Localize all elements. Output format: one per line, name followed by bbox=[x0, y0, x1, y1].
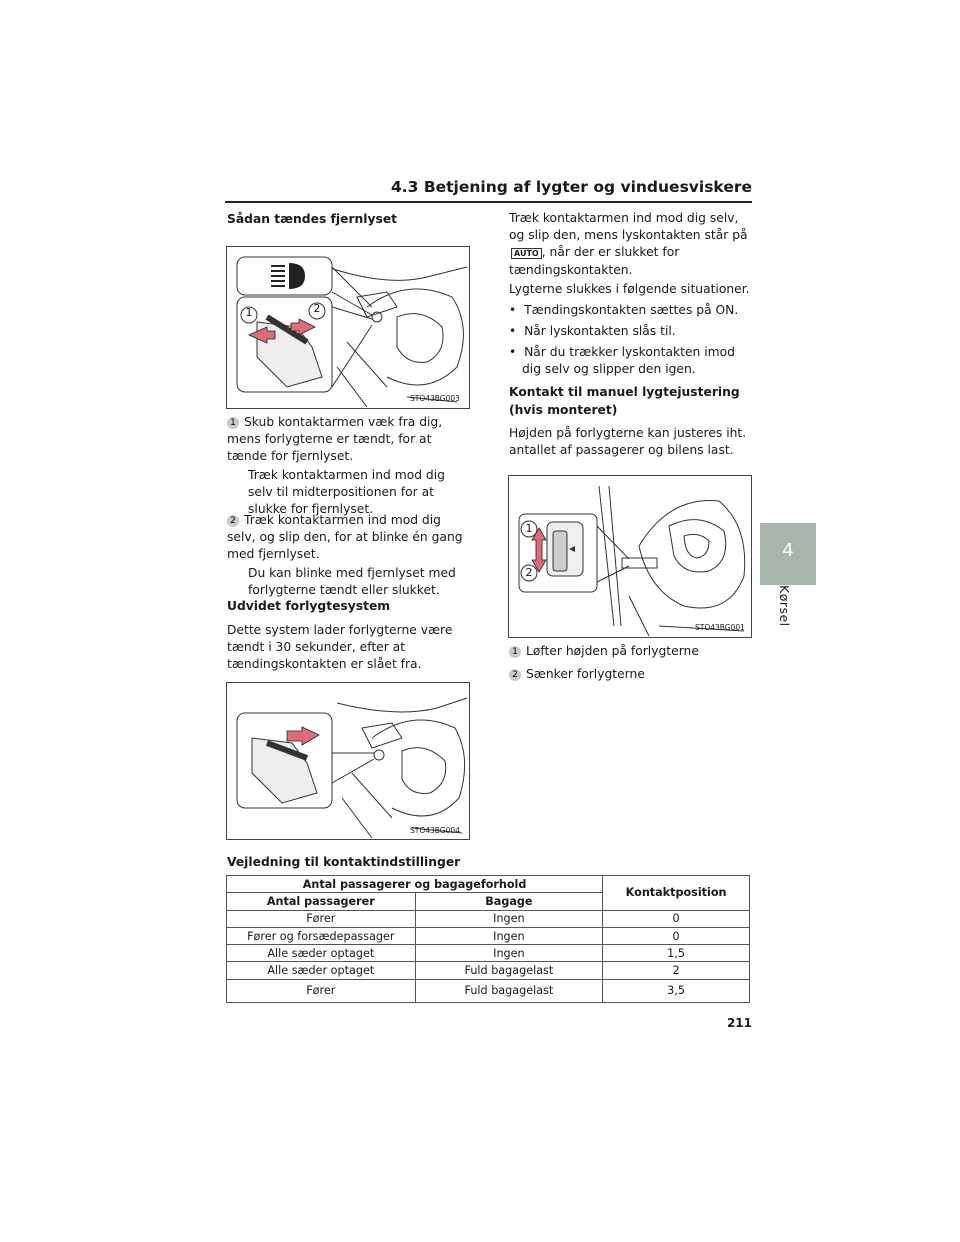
list-item: • Når lyskontakten slås til. bbox=[509, 324, 676, 338]
instruction-1 bbox=[227, 414, 467, 518]
high-beam-illustration bbox=[227, 247, 469, 408]
paragraph-auto-part2: , når der er slukket for tændingskontakten. bbox=[509, 245, 680, 277]
leveling-item-2 bbox=[509, 666, 752, 683]
instruction-2-text: Træk kontaktarmen ind mod dig selv, og slip den, for at blinke én gang med fjernlyset. bbox=[227, 513, 463, 561]
table-row: Alle sæder optaget Fuld bagagelast 2 bbox=[227, 962, 750, 979]
heading-high-beam: Sådan tændes fjernlyset bbox=[227, 212, 398, 226]
page-number: 211 bbox=[726, 1016, 752, 1030]
chapter-number: 4 bbox=[782, 540, 794, 561]
figure-code: STO43BG004 bbox=[410, 826, 460, 835]
table-title: Vejledning til kontaktindstillinger bbox=[227, 855, 461, 869]
instruction-1-text: Skub kontaktarmen væk fra dig, mens forlygterne er tændt, for at tænde for fjernlyset. bbox=[227, 415, 443, 463]
settings-table bbox=[226, 875, 750, 1003]
chapter-label: Kørsel bbox=[777, 585, 792, 627]
situations-list bbox=[509, 302, 752, 378]
header-divider bbox=[225, 201, 752, 203]
paragraph-auto bbox=[509, 210, 752, 279]
paragraph-manual-leveling: Højden på forlygterne kan justeres iht. antallet af passagerer og bilens last. bbox=[509, 426, 747, 457]
lever-illustration bbox=[227, 683, 469, 839]
table-row: Fører Ingen 0 bbox=[227, 910, 750, 927]
section-title: 4.3 Betjening af lygter og vinduesviskere bbox=[390, 178, 752, 196]
figure-code: STO43BG001 bbox=[695, 623, 745, 632]
leveling-item-1 bbox=[509, 643, 752, 660]
leveling-item-2-text: Sænker forlygterne bbox=[526, 667, 645, 681]
table-row: Fører Fuld bagagelast 3,5 bbox=[227, 979, 750, 1002]
table-row: Alle sæder optaget Ingen 1,5 bbox=[227, 945, 750, 962]
callout-2: 2 bbox=[525, 566, 533, 579]
paragraph-situations: Lygterne slukkes i følgende situationer. bbox=[509, 282, 750, 296]
step-badge-2: 2 bbox=[227, 515, 239, 527]
list-item: • Tændingskontakten sættes på ON. bbox=[509, 303, 739, 317]
figure-high-beam bbox=[226, 246, 470, 409]
step-badge-1: 1 bbox=[509, 646, 521, 658]
table-row: Fører og forsædepassager Ingen 0 bbox=[227, 927, 750, 944]
auto-symbol: AUTO bbox=[511, 248, 542, 259]
instruction-2-note: Du kan blinke med fjernlyset med forlygterne tændt eller slukket. bbox=[248, 566, 456, 597]
figure-code: STO43BG003 bbox=[410, 394, 460, 403]
figure-leveling-switch bbox=[508, 475, 752, 638]
heading-manual-leveling: Kontakt til manuel lygtejustering (hvis monteret) bbox=[509, 385, 740, 417]
instruction-1-note: Træk kontaktarmen ind mod dig selv til midterpositionen for at slukke for fjernlyset. bbox=[248, 468, 445, 516]
list-item: • Når du trækker lyskontakten imod dig selv og slipper den igen. bbox=[509, 345, 735, 376]
step-badge-1: 1 bbox=[227, 417, 239, 429]
heading-extended-headlight: Udvidet forlygtesystem bbox=[227, 599, 391, 613]
callout-1: 1 bbox=[525, 522, 533, 535]
callout-1: 1 bbox=[245, 306, 253, 319]
callout-2: 2 bbox=[313, 302, 321, 315]
paragraph-extended-headlight: Dette system lader forlygterne være tændt i 30 sekunder, efter at tændingskontakten er slået fra. bbox=[227, 623, 453, 671]
instruction-2 bbox=[227, 512, 467, 599]
column-header-luggage: Bagage bbox=[415, 893, 603, 910]
figure-extended-headlight bbox=[226, 682, 470, 840]
column-header-passengers: Antal passagerer bbox=[227, 893, 416, 910]
group-header: Antal passagerer og bagageforhold bbox=[227, 876, 603, 893]
leveling-item-1-text: Løfter højden på forlygterne bbox=[526, 644, 699, 658]
step-badge-2: 2 bbox=[509, 669, 521, 681]
paragraph-auto-part1: Træk kontaktarmen ind mod dig selv, og slip den, mens lyskontakten står på bbox=[509, 211, 748, 242]
leveling-illustration bbox=[509, 476, 751, 637]
column-header-position: Kontaktposition bbox=[603, 876, 750, 911]
